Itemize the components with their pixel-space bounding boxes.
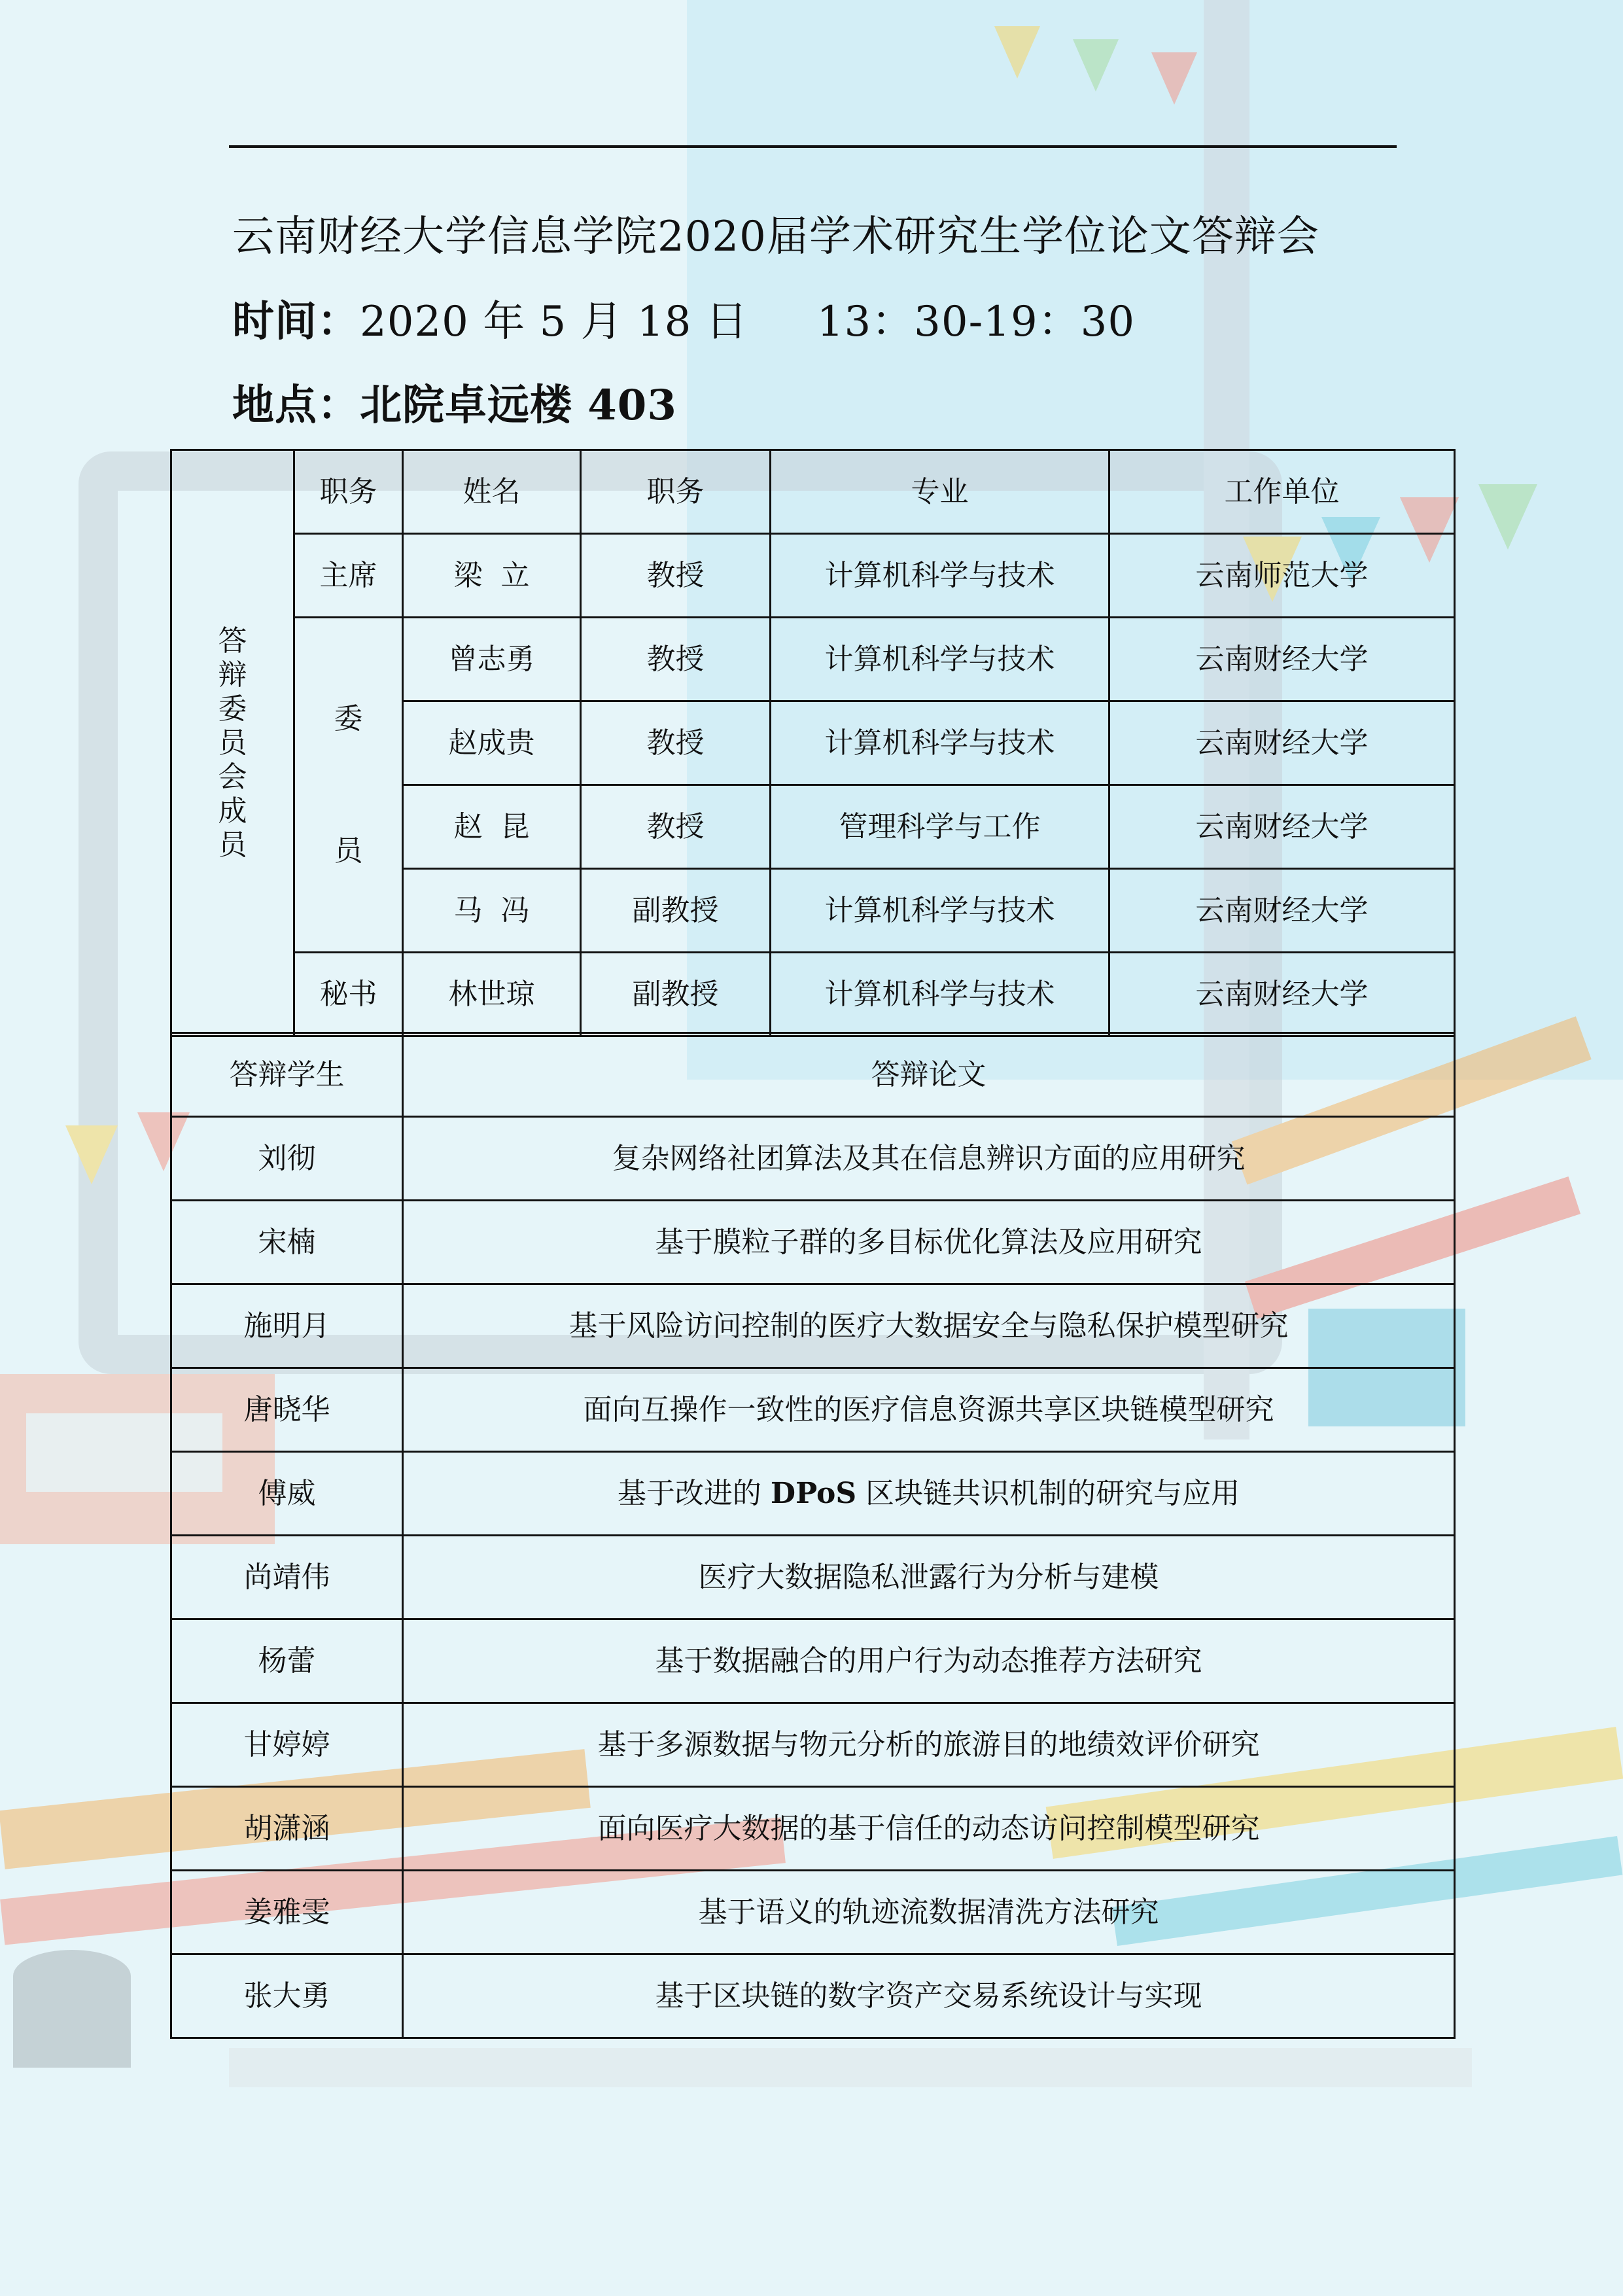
student-name: 甘婷婷	[171, 1703, 403, 1787]
thesis-title: 面向互操作一致性的医疗信息资源共享区块链模型研究	[403, 1368, 1455, 1452]
thesis-title: 基于膜粒子群的多目标优化算法及应用研究	[403, 1201, 1455, 1284]
chair-row	[171, 534, 1455, 618]
student-name: 傅威	[171, 1452, 403, 1536]
secretary-title: 副教授	[581, 953, 771, 1036]
page-title: 云南财经大学信息学院2020届学术研究生学位论文答辩会	[232, 213, 1319, 261]
time-date: 2020 年 5 月 18 日	[360, 298, 748, 346]
table-row	[171, 1452, 1455, 1536]
student-name: 刘彻	[171, 1117, 403, 1201]
col-header-role: 职务	[294, 450, 403, 534]
thesis-title: 基于风险访问控制的医疗大数据安全与隐私保护模型研究	[403, 1284, 1455, 1368]
place-label: 地点：	[232, 381, 360, 430]
thesis-title: 基于多源数据与物元分析的旅游目的地绩效评价研究	[403, 1703, 1455, 1787]
chair-major: 计算机科学与技术	[771, 534, 1109, 618]
table-row	[171, 1536, 1455, 1619]
col-header-name: 姓名	[403, 450, 581, 534]
student-name: 唐晓华	[171, 1368, 403, 1452]
member-title: 教授	[581, 785, 771, 869]
chair-name: 梁 立	[403, 534, 581, 618]
col-header-thesis: 答辩论文	[403, 1033, 1455, 1117]
student-name: 张大勇	[171, 1954, 403, 2038]
student-name: 胡潇涵	[171, 1787, 403, 1871]
thesis-title: 基于改进的 DPoS 区块链共识机制的研究与应用	[403, 1452, 1455, 1536]
member-unit: 云南财经大学	[1109, 869, 1455, 953]
member-name: 赵 昆	[403, 785, 581, 869]
thesis-title: 基于语义的轨迹流数据清洗方法研究	[403, 1871, 1455, 1954]
student-name: 杨蕾	[171, 1619, 403, 1703]
time-label: 时间：	[232, 297, 360, 346]
chair-role: 主席	[294, 534, 403, 618]
table-row	[171, 1117, 1455, 1201]
table-row	[171, 1954, 1455, 2038]
thesis-title: 基于区块链的数字资产交易系统设计与实现	[403, 1954, 1455, 2038]
member-major: 管理科学与工作	[771, 785, 1109, 869]
thesis-title: 基于数据融合的用户行为动态推荐方法研究	[403, 1619, 1455, 1703]
students-header-row	[171, 1033, 1455, 1117]
students-table	[170, 1032, 1456, 2039]
student-name: 姜雅雯	[171, 1871, 403, 1954]
member-unit: 云南财经大学	[1109, 618, 1455, 701]
chair-unit: 云南师范大学	[1109, 534, 1455, 618]
member-title: 教授	[581, 701, 771, 785]
member-row	[171, 618, 1455, 701]
student-name: 尚靖伟	[171, 1536, 403, 1619]
col-header-major: 专业	[771, 450, 1109, 534]
table-row	[171, 1787, 1455, 1871]
secretary-unit: 云南财经大学	[1109, 953, 1455, 1036]
student-name: 施明月	[171, 1284, 403, 1368]
secretary-name: 林世琼	[403, 953, 581, 1036]
col-header-student: 答辩学生	[171, 1033, 403, 1117]
committee-table	[170, 449, 1456, 1037]
table-row	[171, 1619, 1455, 1703]
place-value: 北院卓远楼 403	[360, 381, 677, 430]
member-major: 计算机科学与技术	[771, 618, 1109, 701]
member-major: 计算机科学与技术	[771, 869, 1109, 953]
members-role-label: 委 员	[294, 618, 403, 953]
secretary-role: 秘书	[294, 953, 403, 1036]
meeting-time	[232, 296, 1135, 348]
member-name: 马 冯	[403, 869, 581, 953]
member-unit: 云南财经大学	[1109, 701, 1455, 785]
committee-group-label: 答 辩 委 员 会 成 员	[171, 450, 294, 1036]
member-title: 副教授	[581, 869, 771, 953]
table-row	[171, 1201, 1455, 1284]
member-unit: 云南财经大学	[1109, 785, 1455, 869]
table-row	[171, 1871, 1455, 1954]
col-header-unit: 工作单位	[1109, 450, 1455, 534]
student-name: 宋楠	[171, 1201, 403, 1284]
member-name: 赵成贵	[403, 701, 581, 785]
top-rule	[229, 145, 1397, 148]
thesis-title: 复杂网络社团算法及其在信息辨识方面的应用研究	[403, 1117, 1455, 1201]
table-row	[171, 1368, 1455, 1452]
meeting-place	[232, 380, 677, 432]
secretary-row	[171, 953, 1455, 1036]
secretary-major: 计算机科学与技术	[771, 953, 1109, 1036]
chair-title: 教授	[581, 534, 771, 618]
member-major: 计算机科学与技术	[771, 701, 1109, 785]
thesis-title: 医疗大数据隐私泄露行为分析与建模	[403, 1536, 1455, 1619]
member-title: 教授	[581, 618, 771, 701]
col-header-title: 职务	[581, 450, 771, 534]
time-range: 13：30-19：30	[816, 298, 1136, 346]
committee-header-row	[171, 450, 1455, 534]
member-name: 曾志勇	[403, 618, 581, 701]
table-row	[171, 1284, 1455, 1368]
thesis-title: 面向医疗大数据的基于信任的动态访问控制模型研究	[403, 1787, 1455, 1871]
table-row	[171, 1703, 1455, 1787]
